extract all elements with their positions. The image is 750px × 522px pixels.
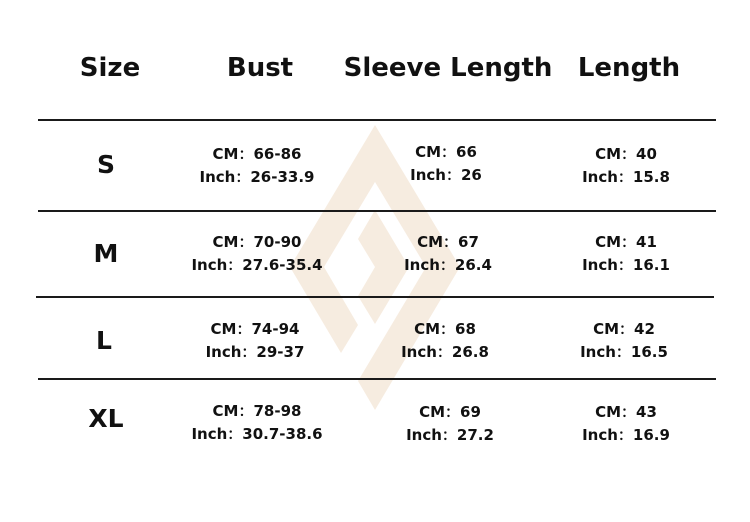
size-label: M: [93, 239, 119, 268]
sleeve-cm: CM：66: [415, 143, 477, 161]
size-label: XL: [88, 404, 124, 433]
length-cell: [516, 401, 736, 447]
bust-cm: CM：78-98: [212, 402, 302, 420]
table-divider: [38, 119, 716, 121]
length-cm: CM：42: [593, 320, 655, 338]
bust-cm: CM：74-94: [210, 320, 300, 338]
header-sleeve-length: Sleeve Length: [343, 53, 553, 83]
header-size: Size: [79, 53, 141, 83]
length-cm: CM：40: [595, 145, 657, 163]
sleeve-cm: CM：67: [417, 233, 479, 251]
bust-cm: CM：70-90: [212, 233, 302, 251]
bust-inch: Inch：26-33.9: [199, 168, 315, 186]
bust-cell: [147, 143, 367, 189]
size-label: L: [96, 326, 112, 355]
length-inch: Inch：16.5: [580, 343, 668, 361]
length-inch: Inch：16.1: [582, 256, 670, 274]
bust-inch: Inch：29-37: [205, 343, 305, 361]
length-cm: CM：41: [595, 233, 657, 251]
length-cell: [516, 231, 736, 277]
sleeve-inch: Inch：26.4: [404, 256, 492, 274]
length-cell: [516, 143, 736, 189]
sleeve-inch: Inch：26.8: [401, 343, 489, 361]
length-inch: Inch：16.9: [582, 426, 670, 444]
size-label: S: [96, 150, 115, 179]
header-length: Length: [577, 53, 681, 83]
sleeve-inch: Inch：27.2: [406, 426, 494, 444]
sleeve-inch: Inch：26: [410, 166, 482, 184]
bust-cell: [145, 318, 365, 364]
table-divider: [36, 296, 714, 298]
table-divider: [38, 210, 716, 212]
length-inch: Inch：15.8: [582, 168, 670, 186]
header-bust: Bust: [226, 53, 294, 83]
bust-inch: Inch：30.7-38.6: [191, 425, 323, 443]
table-divider: [38, 378, 716, 380]
bust-cell: [147, 400, 367, 446]
sleeve-cm: CM：68: [414, 320, 476, 338]
bust-cell: [147, 231, 367, 277]
sleeve-cm: CM：69: [419, 403, 481, 421]
length-cell: [514, 318, 734, 364]
bust-cm: CM：66-86: [212, 145, 302, 163]
bust-inch: Inch：27.6-35.4: [191, 256, 323, 274]
length-cm: CM：43: [595, 403, 657, 421]
